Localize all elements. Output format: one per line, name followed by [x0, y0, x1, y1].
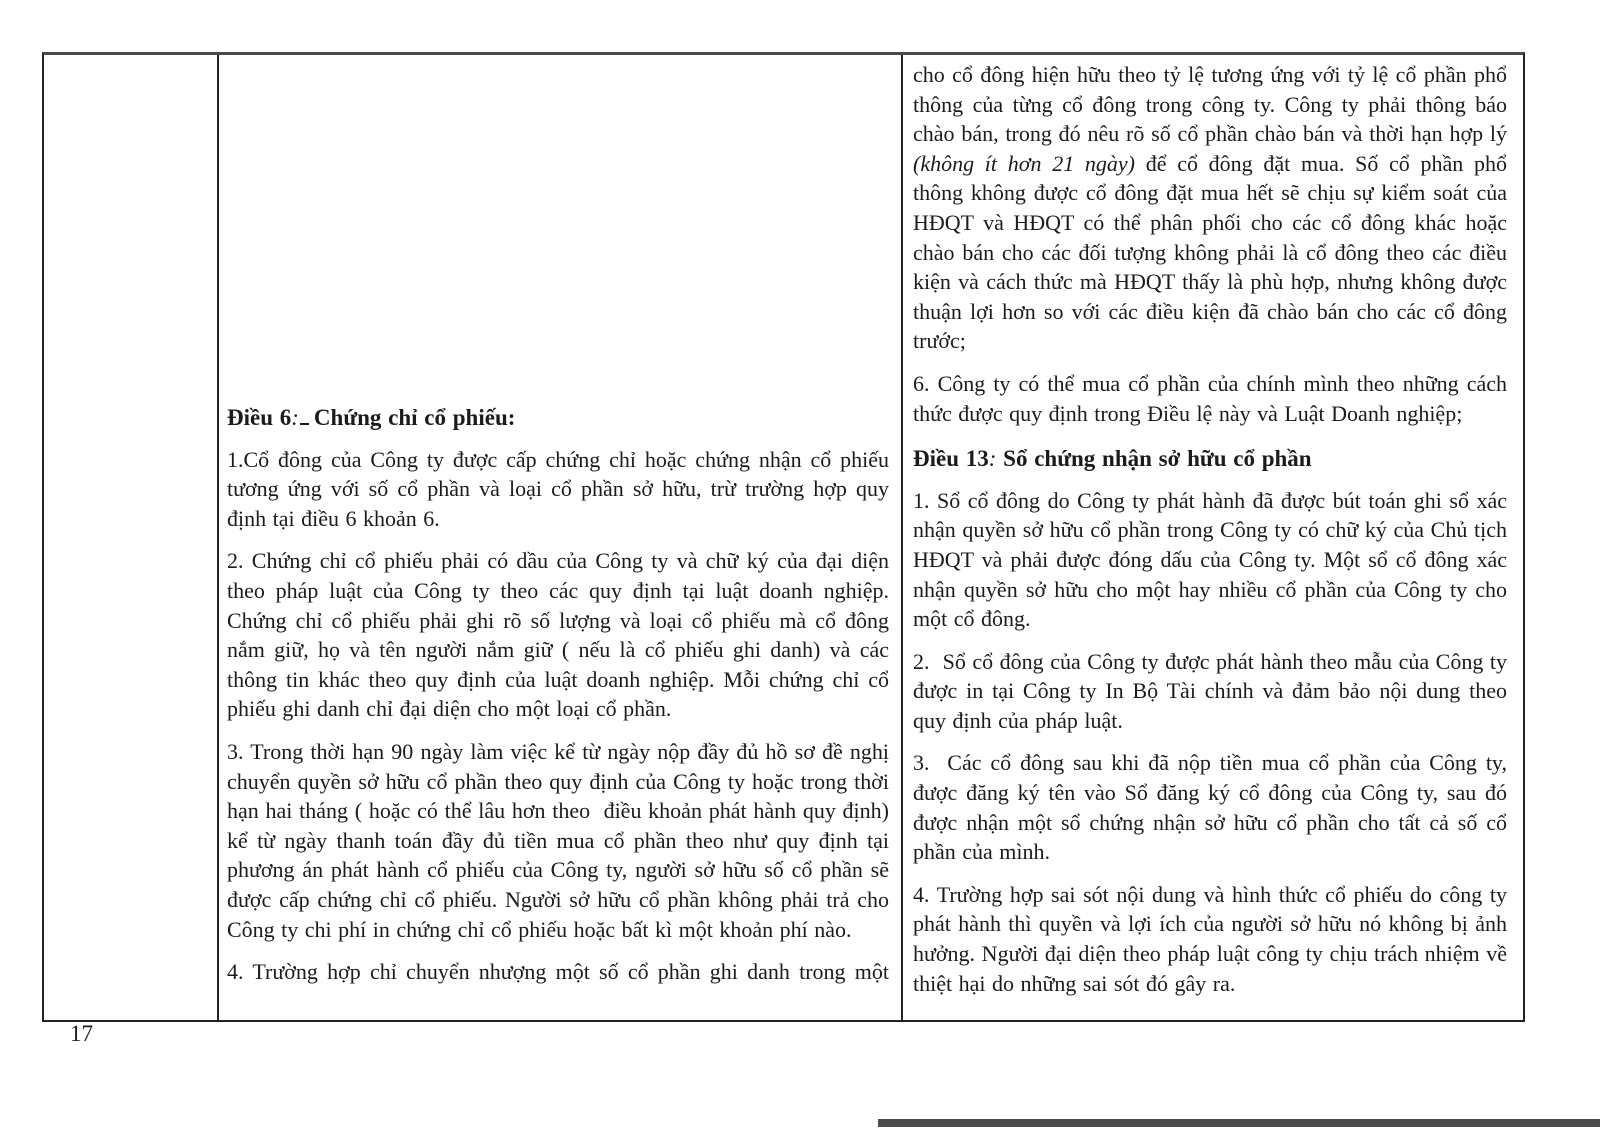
- article-13-clause-2: 2. Sổ cổ đông của Công ty được phát hành theo mẫu của Công ty được in tại Công ty In Bộ Tài chính và đảm bảo nội dung theo quy định của pháp luật.: [913, 648, 1507, 733]
- article-13-heading-label: Điều 13: [913, 446, 989, 472]
- article-12-clause-5-continuation: [913, 60, 1507, 356]
- article-13-clause-4: 4. Trường hợp sai sót nội dung và hình thức cổ phiếu do công ty phát hành thì quyền và lợi ích của người sở hữu nó không bị ảnh hưởng. Người đại diện theo pháp luật công ty chịu trách nhiệm về thiệt hại do những sai sót đó gây ra.: [913, 881, 1507, 996]
- article-13-heading-colon: :: [988, 446, 997, 472]
- clause-5-text-after-italic: để cổ đông đặt mua. Số cổ phần phổ thông không được cổ đông đặt mua hết sẽ chịu sự kiểm soát của HĐQT và HĐQT có thể phân phối cho các cổ đông khác hoặc chào bán cho các đối tượng không phải là cổ đông theo các điều kiện và cách thức mà HĐQT thấy là phù hợp, nhưng không được thuận lợi hơn so với các điều kiện đã chào bán cho các cổ đông trước;: [913, 150, 1507, 354]
- clause-5-italic-note: (không ít hơn 21 ngày): [913, 150, 1136, 176]
- article-6-heading-label: Điều 6: [227, 405, 292, 430]
- article-6-clause-4: 4. Trường hợp chỉ chuyển nhượng một số cổ phần ghi danh trong một: [227, 959, 889, 985]
- table-cell-article-13: [903, 55, 1523, 1020]
- article-6-clause-1: 1.Cổ đông của Công ty được cấp chứng chỉ hoặc chứng nhận cổ phiếu tương ứng với số cổ phần và loại cổ phần sở hữu, trừ trường hợp quy định tại điều 6 khoản 6.: [227, 446, 889, 531]
- article-6-heading: [227, 400, 889, 433]
- table-cell-article-6: [219, 55, 903, 1020]
- scan-edge-artifact: [878, 1119, 1600, 1127]
- article-6-clause-2: 2. Chứng chỉ cổ phiếu phải có dầu của Công ty và chữ ký của đại diện theo pháp luật của Công ty theo các quy định tại luật doanh nghiệp. Chứng chỉ cổ phiếu phải ghi rõ số lượng và loại cổ phiếu mà cổ đông nắm giữ, họ và tên người nắm giữ ( nếu là cổ phiếu ghi danh) và các thông tin khác theo quy định của luật doanh nghiệp. Mỗi chứng chỉ cổ phiếu ghi danh chỉ đại diện cho một loại cổ phần.: [227, 548, 889, 722]
- clause-5-text-before-italic: cho cổ đông hiện hữu theo tỷ lệ tương ứng với tỷ lệ cổ phần phổ thông của từng cổ đông trong công ty. Công ty phải thông báo chào bán, trong đó nêu rõ số cổ phần chào bán và thời hạn hợp lý: [913, 62, 1507, 147]
- article-13-heading-title: Sổ chứng nhận sở hữu cổ phần: [1003, 446, 1312, 472]
- page-number: 17: [70, 1021, 93, 1046]
- article-13-heading: [913, 444, 1507, 474]
- table-cell-empty: [44, 55, 219, 1020]
- charter-table: [42, 52, 1525, 1022]
- article-13-clause-1: 1. Sổ cổ đông do Công ty phát hành đã được bút toán ghi sổ xác nhận quyền sở hữu cổ phần trong Công ty có chữ ký của Chủ tịch HĐQT và phải được đóng dấu của Công ty. Một sổ cổ đông xác nhận quyền sở hữu cho một hay nhiều cổ phần của Công ty cho một cổ đông.: [913, 487, 1507, 632]
- article-6-clause-3: 3. Trong thời hạn 90 ngày làm việc kể từ ngày nộp đầy đủ hồ sơ đề nghị chuyển quyền sở hữu cổ phần theo quy định của Công ty hoặc trong thời hạn hai tháng ( hoặc có thể lâu hơn theo điều khoản phát hành quy định) kể từ ngày thanh toán đầy đủ tiền mua cổ phần theo như quy định tại phương án phát hành cổ phiếu của Công ty, người sở hữu số cổ phần sẽ được cấp chứng chỉ cổ phiếu. Người sở hữu cổ phần không phải trả cho Công ty chi phí in chứng chỉ cổ phiếu hoặc bất kì một khoản phí nào.: [227, 738, 889, 942]
- article-13-clause-3: 3. Các cổ đông sau khi đã nộp tiền mua cổ phần của Công ty, được đăng ký tên vào Sổ đăng ký cổ đông của Công ty, sau đó được nhận một sổ chứng nhận sở hữu cổ phần cho tất cả số cổ phần của mình.: [913, 750, 1507, 865]
- article-12-clause-6: 6. Công ty có thể mua cổ phần của chính mình theo những cách thức được quy định trong Điều lệ này và Luật Doanh nghiệp;: [913, 370, 1507, 426]
- article-6-heading-colon: :: [291, 405, 299, 430]
- article-6-heading-title: Chứng chỉ cổ phiếu:: [313, 405, 516, 430]
- underline-mark: [300, 400, 309, 425]
